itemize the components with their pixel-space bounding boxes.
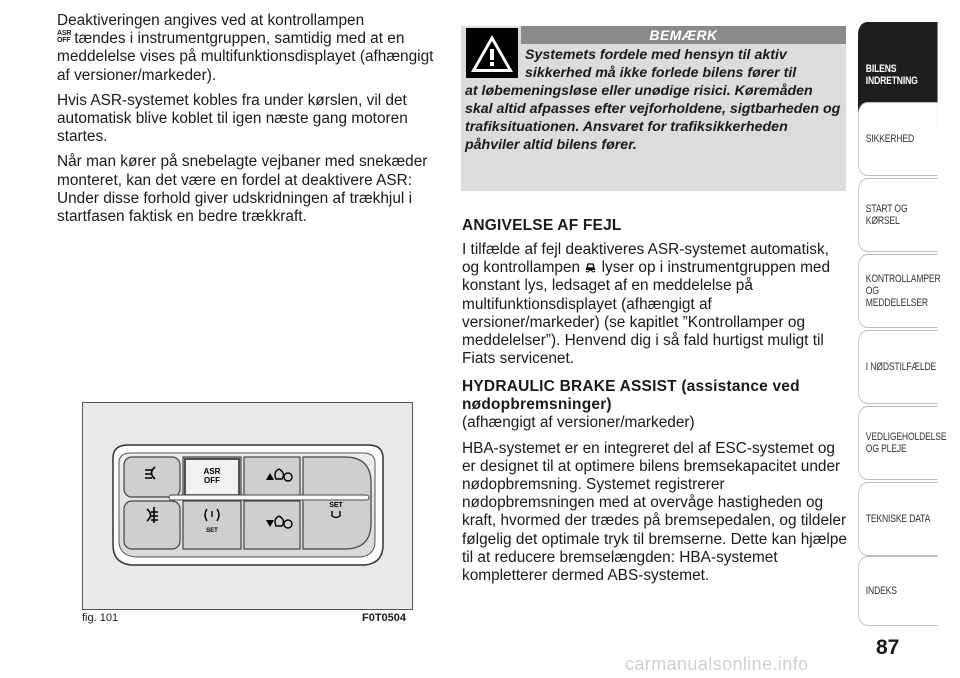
figure-caption: fig. 101 xyxy=(82,612,119,624)
warning-box xyxy=(461,26,846,191)
tab-bilens-indretning[interactable]: BILENS INDRETNING xyxy=(858,22,938,128)
paragraph-fault: I tilfælde af fejl deaktiveres ASR-systemet automatisk, og kontrollampen lyser op i instrumentgruppen med konstant lys, ledsaget af en meddelelse på multifunktionsdisplayet (afhængigt af versioner/markeder) (se kapitlet ”Kontrollamper og meddelelser”). Henvend dig i så fald hurtigst muligt til Fiats servicenet. xyxy=(462,241,831,368)
page-number: 87 xyxy=(876,636,900,659)
section-heading-hba: HYDRAULIC BRAKE ASSIST (assistance ved nødopbremsninger) xyxy=(462,378,800,414)
tab-start-og-korsel[interactable]: START OG KØRSEL xyxy=(858,178,938,252)
set-button-label: SET xyxy=(329,502,343,509)
right-column xyxy=(462,213,848,592)
tab-tekniske-data[interactable]: TEKNISKE DATA xyxy=(858,482,938,556)
tab-nodstilfaelde[interactable]: I NØDSTILFÆLDE xyxy=(858,330,938,404)
paragraph-hba: HBA-systemet er en integreret del af ESC-systemet og er designet til at optimere bilens bremsekapacitet under nødopbremsning. Systemet registrerer nødopbremsningen med at overvåge hastigheden og kraft, hvormed der trædes på bremsepedalen, og tildeler følgelig det optimale tryk til bremserne. Dette kan hjælpe til at reducere bremselængden: HBA-systemet kompletterer dermed ABS-systemet. xyxy=(462,439,847,585)
paragraph-deactivation: Deaktiveringen angives ved at kontrollampen ASR OFF tændes i instrumentgruppen, samtidig med at en meddelelse vises på multifunktionsdisplayet (afhængigt af versioner/markeder). xyxy=(57,12,434,84)
warning-title: BEMÆRK xyxy=(521,26,846,44)
paragraph-snow-chains: Når man kører på snebelagte vejbaner med snekæder monteret, kan det være en fordel at deaktivere ASR: Under disse forhold giver udskridningen af trækhjul i startfasen faktisk en bedre trækkraft. xyxy=(57,153,428,226)
tab-indeks[interactable]: INDEKS xyxy=(858,556,938,626)
asr-button-label-top: ASR xyxy=(203,467,221,476)
asr-off-icon: ASR OFF xyxy=(57,30,72,45)
watermark: carmanualsonline.info xyxy=(625,654,809,674)
tab-kontrollamper[interactable]: KONTROLLAMPER OG MEDDELELSER xyxy=(858,254,938,328)
control-panel-illustration xyxy=(83,403,412,609)
figure-control-panel xyxy=(82,402,413,610)
asr-button-label-bottom: OFF xyxy=(204,476,220,485)
tyre-set-label: SET xyxy=(206,528,218,534)
asr-failure-icon xyxy=(584,260,597,274)
tab-vedligeholdelse[interactable]: VEDLIGEHOLDELSE OG PLEJE xyxy=(858,406,938,480)
tab-sikkerhed[interactable]: SIKKERHED xyxy=(858,102,938,176)
left-column xyxy=(57,12,442,233)
subheading-hba: (afhængigt af versioner/markeder) xyxy=(462,414,695,432)
section-heading-fault: ANGIVELSE AF FEJL xyxy=(462,217,622,234)
warning-text: Systemets fordele med hensyn til aktiv sikkerhed må ikke forlede bilens fører til at løbemeningsløse eller unødige risici. Køremåden skal altid afpasses efter vejforholdene, sigtbarheden og trafiksituationen. Ansvaret for trafiksikkerheden påhviler altid bilens fører. xyxy=(465,47,841,154)
paragraph-reactivation: Hvis ASR-systemet kobles fra under kørslen, vil det automatisk blive koblet til igen næste gang motoren startes. xyxy=(57,91,408,146)
figure-code: F0T0504 xyxy=(362,612,407,624)
